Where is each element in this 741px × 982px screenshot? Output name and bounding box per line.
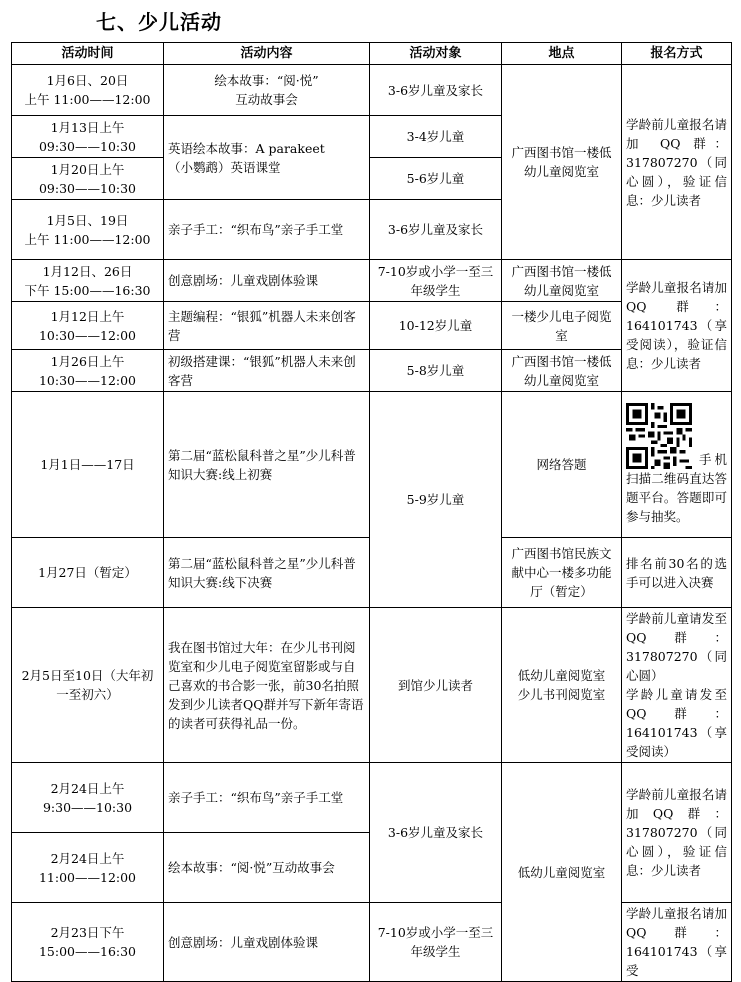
cell-registration: 学龄前儿童请发至QQ群：317807270（同心圆） 学龄儿童请发至QQ群：164101743（享受阅读） <box>622 608 732 763</box>
cell-target: 5-8岁儿童 <box>370 350 502 392</box>
cell-target: 3-4岁儿童 <box>370 116 502 158</box>
cell-registration: 学龄儿童报名请加QQ群：164101743（享受 <box>622 903 732 982</box>
children-activities-table <box>11 42 732 982</box>
cell-target: 5-6岁儿童 <box>370 158 502 200</box>
table-row <box>12 903 732 982</box>
table-header-row <box>12 43 732 65</box>
cell-time: 1月26日上午 10:30——12:00 <box>12 350 164 392</box>
table-row <box>12 260 732 302</box>
cell-location: 广西图书馆民族文献中心一楼多功能厅（暂定） <box>502 538 622 608</box>
header-content: 活动内容 <box>164 43 370 65</box>
cell-time: 2月24日上午 9:30——10:30 <box>12 763 164 833</box>
cell-content: 第二届“蓝松鼠科普之星”少儿科普知识大赛:线上初赛 <box>164 392 370 538</box>
cell-location: 低幼儿童阅览室 <box>502 763 622 982</box>
cell-content: 绘本故事：“阅·悦”互动故事会 <box>164 833 370 903</box>
cell-time: 1月12日、26日 下午 15:00——16:30 <box>12 260 164 302</box>
qr-code-icon[interactable] <box>626 403 692 469</box>
cell-content: 英语绘本故事：A parakeet （小鹦鹉）英语课堂 <box>164 116 370 200</box>
cell-content: 亲子手工：“织布鸟”亲子手工堂 <box>164 200 370 260</box>
cell-time: 1月12日上午 10:30——12:00 <box>12 302 164 350</box>
cell-location: 广西图书馆一楼低幼儿童阅览室 <box>502 350 622 392</box>
cell-content: 主题编程：“银狐”机器人未来创客营 <box>164 302 370 350</box>
table-row <box>12 763 732 833</box>
cell-location-merged-2: 广西图书馆一楼低幼儿童阅览室 <box>502 260 622 302</box>
cell-target: 10-12岁儿童 <box>370 302 502 350</box>
header-time: 活动时间 <box>12 43 164 65</box>
cell-content: 创意剧场：儿童戏剧体验课 <box>164 903 370 982</box>
table-row <box>12 392 732 538</box>
cell-time: 2月23日下午 15:00——16:30 <box>12 903 164 982</box>
cell-time: 1月20日上午 09:30——10:30 <box>12 158 164 200</box>
cell-time: 1月1日——17日 <box>12 392 164 538</box>
cell-content: 创意剧场：儿童戏剧体验课 <box>164 260 370 302</box>
cell-location: 低幼儿童阅览室 少儿书刊阅览室 <box>502 608 622 763</box>
cell-time: 1月27日（暂定） <box>12 538 164 608</box>
cell-location-merged: 广西图书馆一楼低幼儿童阅览室 <box>502 65 622 260</box>
cell-location: 一楼少儿电子阅览室 <box>502 302 622 350</box>
cell-content: 初级搭建课：“银狐”机器人未来创客营 <box>164 350 370 392</box>
cell-content: 亲子手工：“织布鸟”亲子手工堂 <box>164 763 370 833</box>
cell-registration-merged-2: 学龄儿童报名请加 QQ 群：164101743（享受阅读），验证信息：少儿读者 <box>622 260 732 392</box>
cell-target: 5-9岁儿童 <box>370 392 502 608</box>
cell-location: 网络答题 <box>502 392 622 538</box>
cell-time: 2月5日至10日（大年初一至初六） <box>12 608 164 763</box>
section-title: 七、少儿活动 <box>96 10 222 34</box>
cell-target: 3-6岁儿童及家长 <box>370 200 502 260</box>
cell-time: 2月24日上午 11:00——12:00 <box>12 833 164 903</box>
cell-target: 7-10岁或小学一至三年级学生 <box>370 903 502 982</box>
header-target: 活动对象 <box>370 43 502 65</box>
cell-content: 我在图书馆过大年：在少儿书刊阅览室和少儿电子阅览室留影或与自己喜欢的书合影一张，前30名拍照发到少儿读者QQ群并写下新年寄语的读者可获得礼品一份。 <box>164 608 370 763</box>
cell-target: 到馆少儿读者 <box>370 608 502 763</box>
cell-content: 绘本故事：“阅·悦” 互动故事会 <box>164 65 370 116</box>
table-row <box>12 608 732 763</box>
cell-content: 第二届“蓝松鼠科普之星”少儿科普知识大赛:线下决赛 <box>164 538 370 608</box>
cell-registration: 学龄前儿童报名请加QQ群：317807270（同心圆），验证信息：少儿读者 <box>622 763 732 903</box>
cell-time: 1月6日、20日 上午 11:00——12:00 <box>12 65 164 116</box>
table-row <box>12 65 732 116</box>
cell-target: 3-6岁儿童及家长 <box>370 65 502 116</box>
cell-registration-qr <box>622 392 732 538</box>
cell-target: 7-10岁或小学一至三年级学生 <box>370 260 502 302</box>
cell-registration: 排名前30名的选手可以进入决赛 <box>622 538 732 608</box>
cell-time: 1月5日、19日 上午 11:00——12:00 <box>12 200 164 260</box>
cell-registration-merged: 学龄前儿童报名请加 QQ 群：317807270（同心圆），验证信息：少儿读者 <box>622 65 732 260</box>
cell-time: 1月13日上午 09:30——10:30 <box>12 116 164 158</box>
cell-target: 3-6岁儿童及家长 <box>370 763 502 903</box>
qr-instructions: 手机扫描二维码直达答题平台。答题即可参与抽奖。 <box>626 452 727 524</box>
header-location: 地点 <box>502 43 622 65</box>
header-registration: 报名方式 <box>622 43 732 65</box>
